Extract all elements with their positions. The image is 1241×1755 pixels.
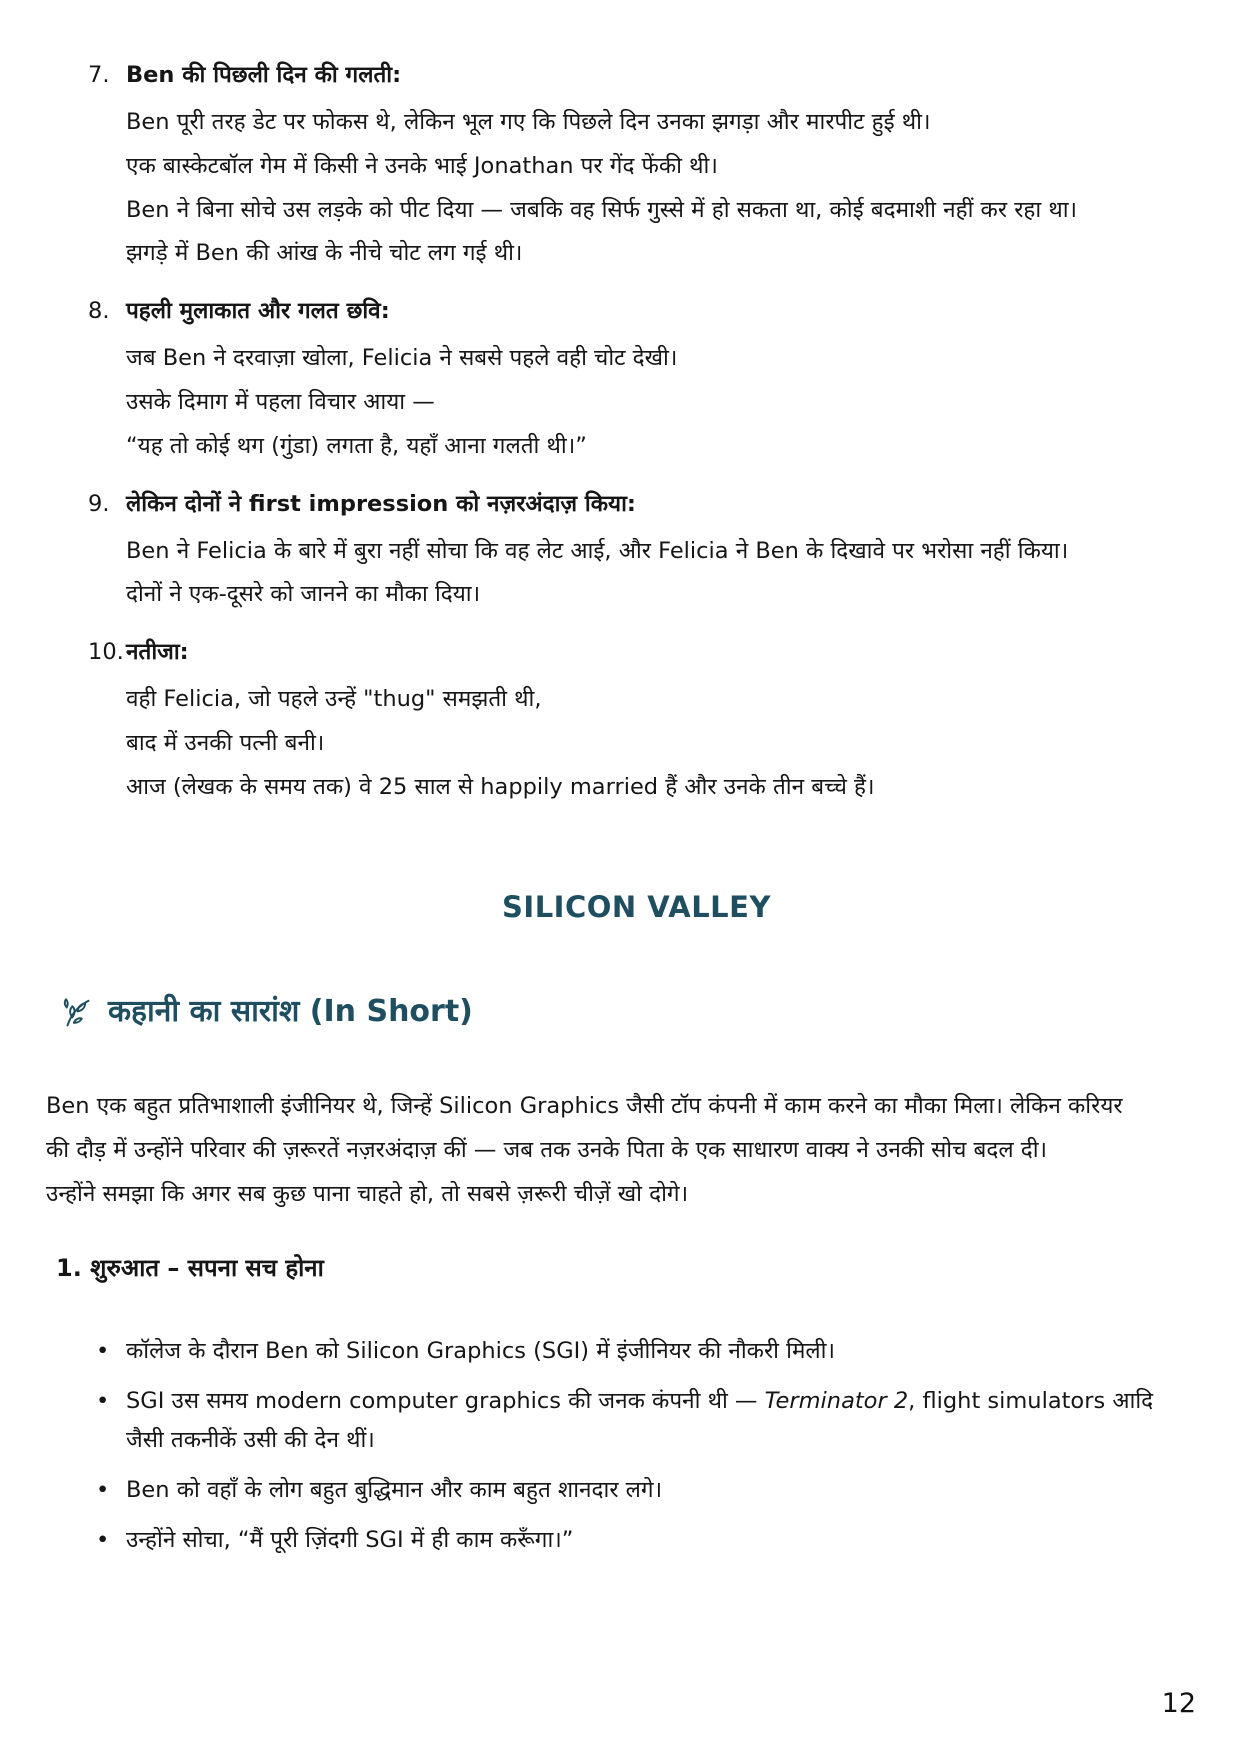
item-heading: पहली मुलाकात और गलत छवि: [126,298,390,325]
intro-line: Ben एक बहुत प्रतिभाशाली इंजीनियर थे, जिन्हें Silicon Graphics जैसी टॉप कंपनी में काम करने का मौका मिला। लेकिन करियर [46,1092,1123,1119]
item-line: जब Ben ने दरवाज़ा खोला, Felicia ने सबसे पहले वही चोट देखी। [126,345,678,372]
list-item-7 [90,62,1183,268]
intro-paragraph [46,1092,1198,1210]
leaf-sprig-icon [60,994,96,1030]
item-line: दोनों ने एक-दूसरे को जानने का मौका दिया। [126,581,481,608]
item-heading: Ben की पिछली दिन की गलती: [126,62,402,88]
summary-heading: कहानी का सारांश (In Short) [108,994,473,1030]
item-line: बाद में उनकी पत्नी बनी। [126,729,325,756]
item-line: वही Felicia, जो पहले उन्हें "thug" समझती थी, [126,686,542,713]
list-item-10 [90,639,1183,801]
item-heading: नतीजा: [126,639,189,666]
item-line: Ben ने बिना सोचे उस लड़के को पीट दिया — जबकि वह सिर्फ गुस्से में हो सकता था, कोई बदमाशी नहीं कर रहा था। [126,196,1078,223]
item-line: आज (लेखक के समय तक) वे 25 साल से happily married हैं और उनके तीन बच्चे हैं। [126,773,875,800]
item-line: झगड़े में Ben की आंख के नीचे चोट लग गई थी। [126,240,523,267]
bullet-list [90,1332,1183,1560]
item-number: 8. [88,298,110,325]
bullet-item: • कॉलेज के दौरान Ben को Silicon Graphics (SGI) में इंजीनियर की नौकरी मिली। [90,1332,1183,1371]
item-line: एक बास्केटबॉल गेम में किसी ने उनके भाई Jonathan पर गेंद फेंकी थी। [126,152,718,179]
item-heading: लेकिन दोनों ने first impression को नज़रअंदाज़ किया: [126,490,636,517]
item-number: 10. [88,639,124,666]
list-item-8 [90,298,1183,460]
item-line: Ben ने Felicia के बारे में बुरा नहीं सोचा कि वह लेट आई, और Felicia ने Ben के दिखावे पर भरोसा नहीं किया। [126,537,1069,564]
subsection-heading: 1. शुरुआत – सपना सच होना [56,1254,324,1283]
intro-line: उन्होंने समझा कि अगर सब कुछ पाना चाहते हो, तो सबसे ज़रूरी चीज़ें खो दोगे। [46,1181,689,1208]
bullet-item: • Ben को वहाँ के लोग बहुत बुद्धिमान और काम बहुत शानदार लगे। [90,1471,1183,1510]
summary-heading-row [60,994,1183,1030]
bullet-item: • SGI उस समय modern computer graphics की जनक कंपनी थी — Terminator 2, flight simulators आदि जैसी तकनीकें उसी की देन थीं। [90,1382,1183,1460]
item-line: Ben पूरी तरह डेट पर फोकस थे, लेकिन भूल गए कि पिछले दिन उनका झगड़ा और मारपीट हुई थी। [126,109,931,135]
item-line: “यह तो कोई थग (गुंडा) लगता है, यहाँ आना गलती थी।” [126,432,587,459]
item-line: उसके दिमाग में पहला विचार आया — [126,388,435,415]
item-number: 7. [88,62,110,88]
intro-line: की दौड़ में उन्होंने परिवार की ज़रूरतें नज़रअंदाज़ कीं — जब तक उनके पिता के एक साधारण वाक्य ने उनकी सोच बदल दी। [46,1136,1048,1163]
item-number: 9. [88,490,110,517]
bullet-item: • उन्होंने सोचा, “मैं पूरी ज़िंदगी SGI में ही काम करूँगा।” [90,1521,1183,1560]
list-item-9 [90,491,1183,610]
page-number: 12 [1161,1688,1196,1719]
section-title: SILICON VALLEY [502,889,771,924]
